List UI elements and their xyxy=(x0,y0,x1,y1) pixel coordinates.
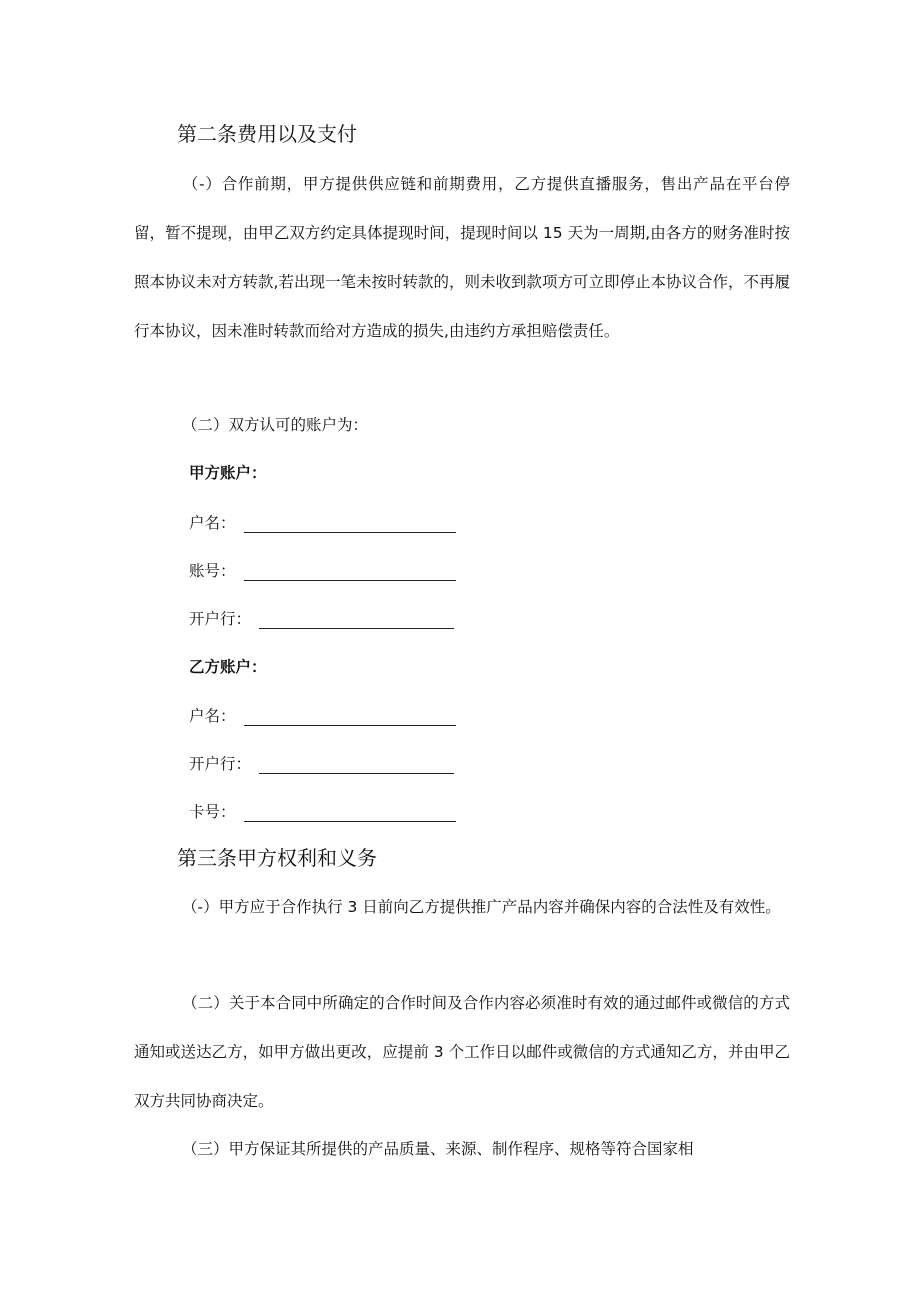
party-a-name-field xyxy=(189,509,456,533)
section-3-clause-2-text: （二）关于本合同中所确定的合作时间及合作内容必须准时有效的通过邮件或微信的方式通知或送达乙方，如甲方做出更改，应提前 3 个工作日以邮件或微信的方式通知乙方，并由甲乙双方共同协商决定。 xyxy=(134,994,790,1110)
party-b-account-title: 乙方账户： xyxy=(189,658,267,676)
section-3-clause-1-text: （-）甲方应于合作执行 3 日前向乙方提供推广产品内容并确保内容的合法性及有效性。 xyxy=(182,898,781,916)
section-3-clause-2 xyxy=(134,979,790,1126)
section-2-clause-1 xyxy=(134,160,790,356)
section-3-title: 第三条甲方权利和义务 xyxy=(177,846,377,870)
party-a-name-label: 户名： xyxy=(189,514,236,532)
section-3-clause-3 xyxy=(134,1125,790,1174)
party-a-account-field xyxy=(189,557,456,581)
party-b-bank-label: 开户行： xyxy=(189,755,252,773)
section-2-clause-2: （二）双方认可的账户为： xyxy=(182,416,369,434)
party-a-account-title: 甲方账户： xyxy=(189,464,267,482)
party-a-account-label: 账号： xyxy=(189,562,236,580)
section-3-clause-1 xyxy=(134,883,790,932)
party-b-name-field xyxy=(189,702,456,726)
party-b-card-label: 卡号： xyxy=(189,803,236,821)
section-3-clause-3-text: （三）甲方保证其所提供的产品质量、来源、制作程序、规格等符合国家相 xyxy=(182,1140,694,1158)
party-b-bank-field xyxy=(189,750,454,774)
party-a-bank-blank[interactable] xyxy=(259,610,454,629)
section-2-clause-1-text: （-）合作前期，甲方提供供应链和前期费用，乙方提供直播服务，售出产品在平台停留，暂不提现，由甲乙双方约定具体提现时间，提现时间以 15 天为一周期,由各方的财务准时按照本协议未对方转款,若出现一笔未按时转款的，则未收到款项方可立即停止本协议合作，不再履行本协议，因未准时转款而给对方造成的损失,由违约方承担赔偿责任。 xyxy=(134,175,790,340)
party-b-card-field xyxy=(189,798,456,822)
party-b-name-label: 户名： xyxy=(189,707,236,725)
party-a-bank-label: 开户行： xyxy=(189,610,252,628)
section-2-title: 第二条费用以及支付 xyxy=(177,122,357,146)
party-a-name-blank[interactable] xyxy=(244,514,456,533)
party-a-bank-field xyxy=(189,605,454,629)
party-b-bank-blank[interactable] xyxy=(259,755,454,774)
party-b-card-blank[interactable] xyxy=(244,803,456,822)
party-b-name-blank[interactable] xyxy=(244,707,456,726)
party-a-account-blank[interactable] xyxy=(244,562,456,581)
